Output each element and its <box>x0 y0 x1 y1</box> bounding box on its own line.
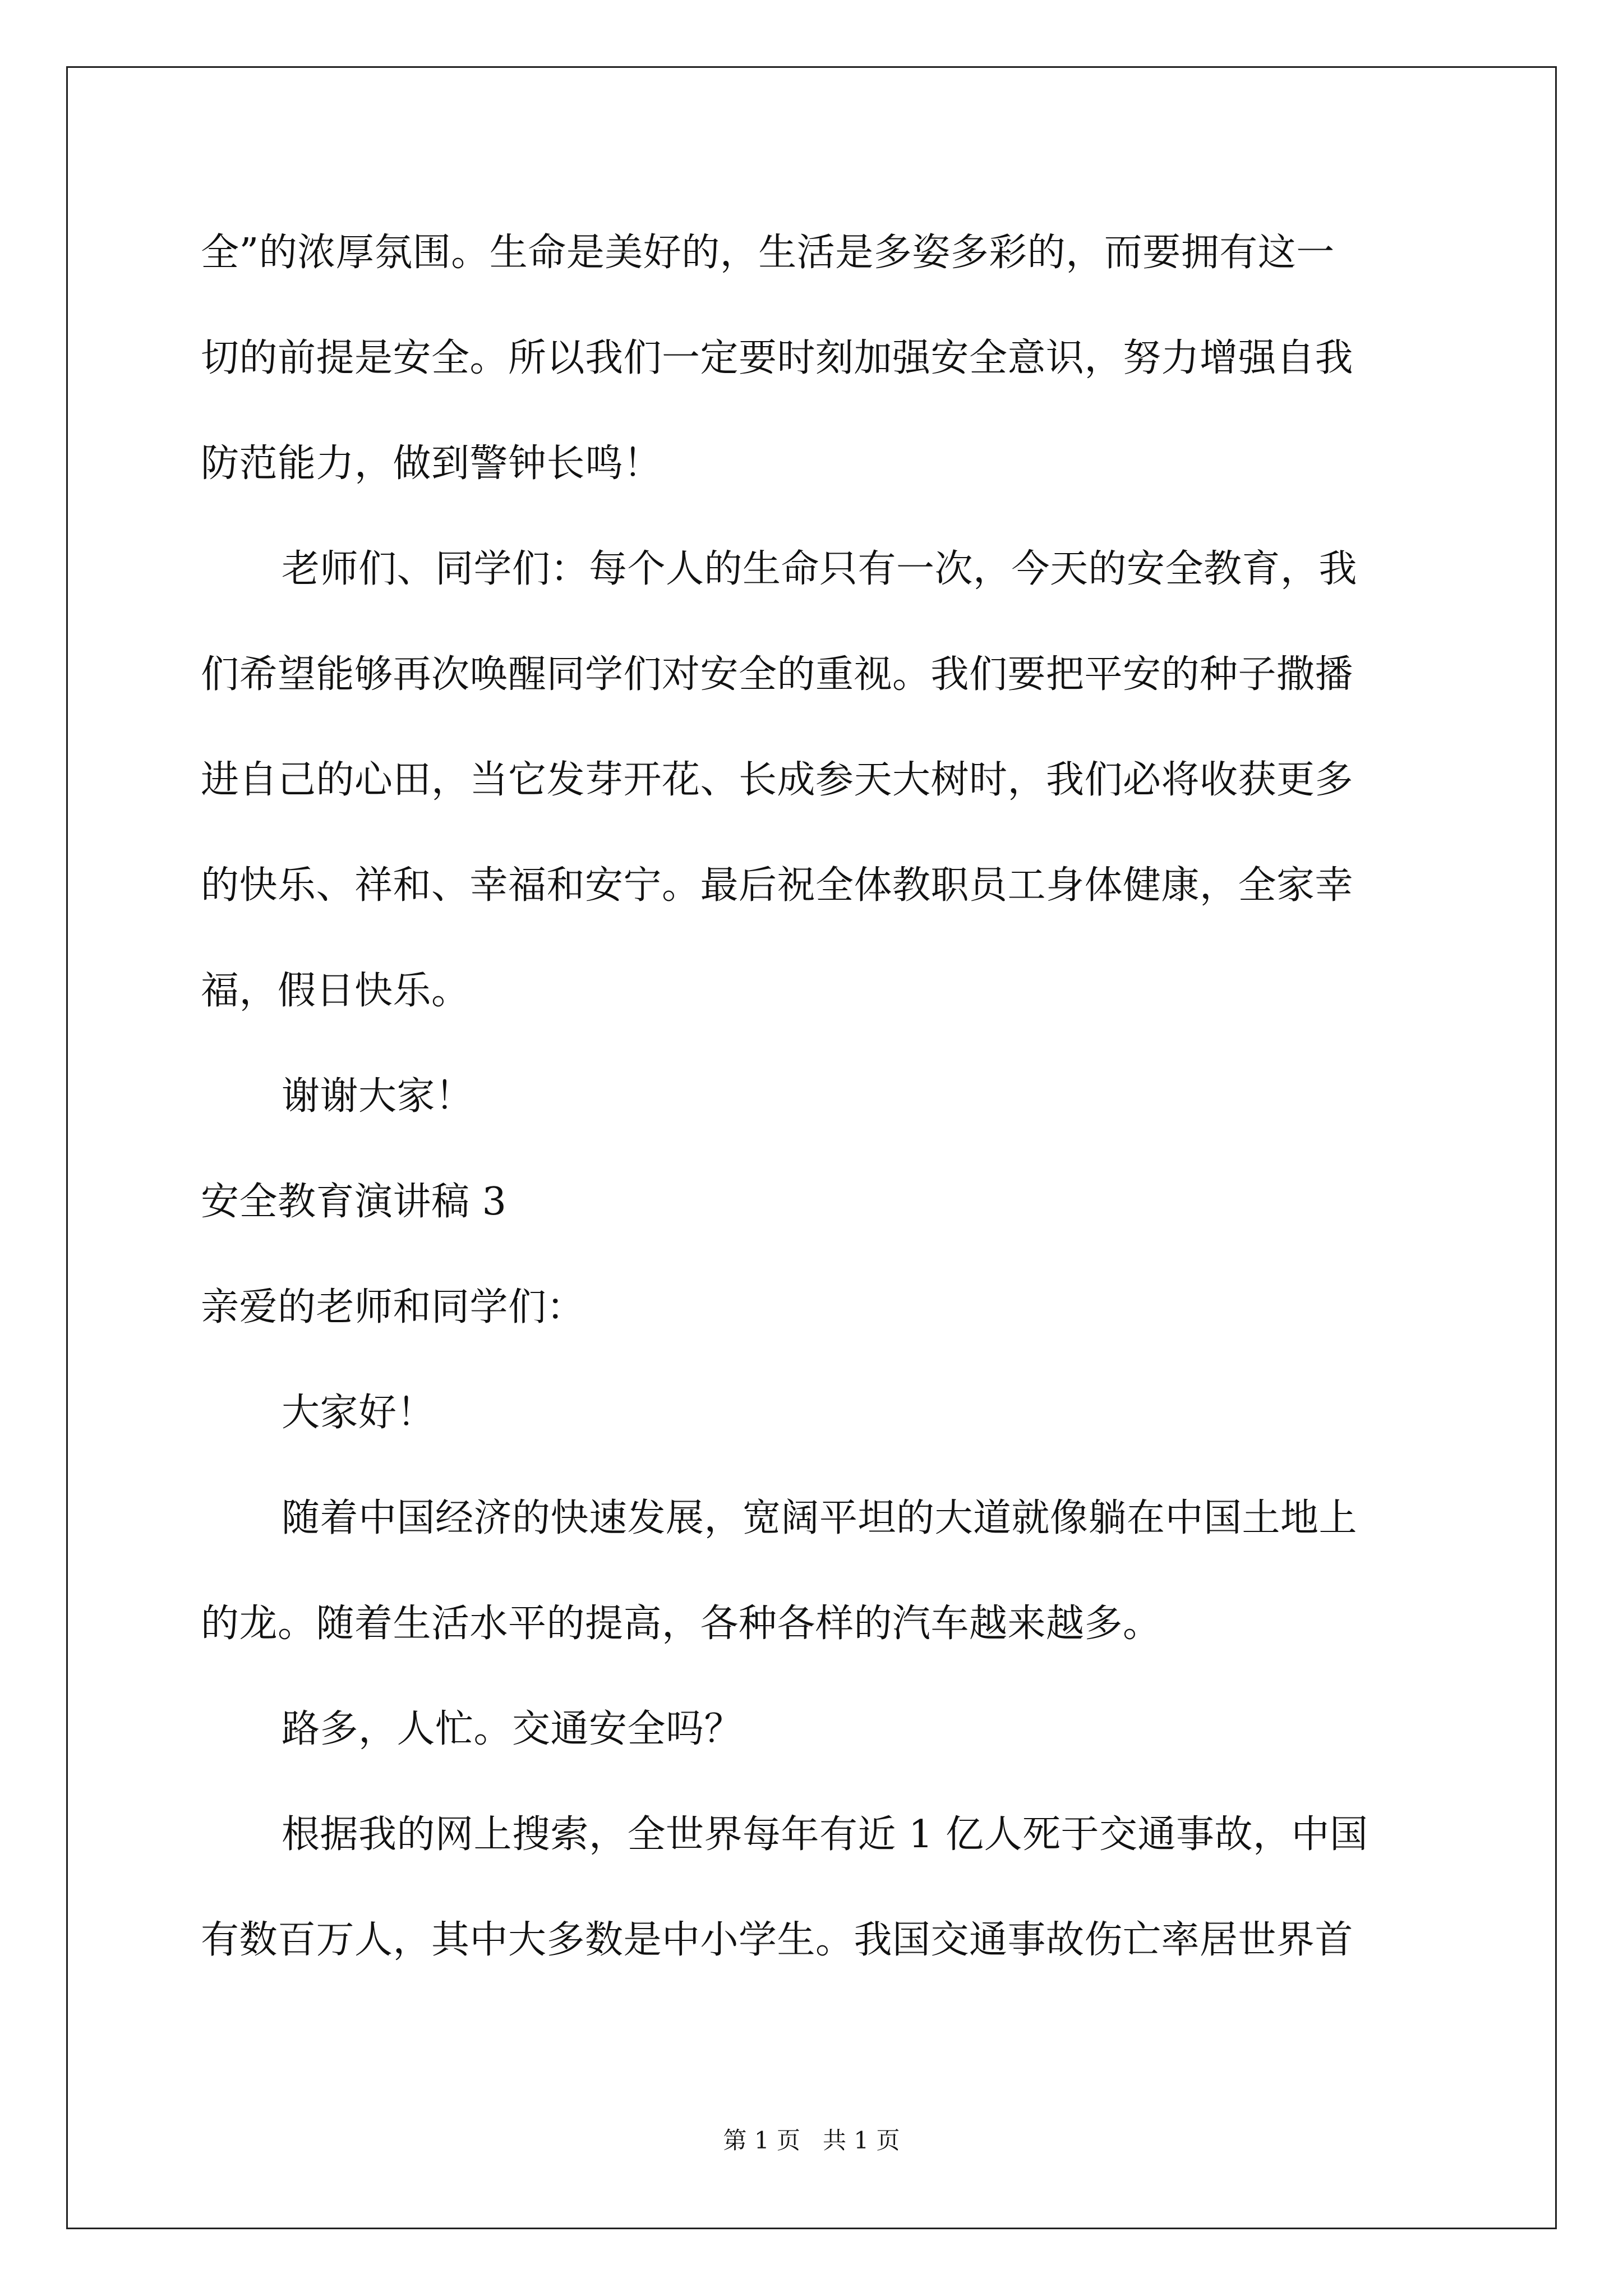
text-line-6: 进自己的心田，当它发芽开花、长成参天大树时，我们必将收获更多 <box>201 758 1354 802</box>
page-footer: 第 1 页 共 1 页 <box>723 2127 900 2154</box>
text-line-9: 谢谢大家！ <box>282 1074 474 1119</box>
text-line-13: 随着中国经济的快速发展，宽阔平坦的大道就像躺在中国土地上 <box>282 1496 1358 1540</box>
text-line-16: 根据我的网上搜索，全世界每年有近 1 亿人死于交通事故，中国 <box>282 1812 1368 1857</box>
text-line-14: 的龙。随着生活水平的提高，各种各样的汽车越来越多。 <box>201 1602 1161 1646</box>
text-line-2: 切的前提是安全。所以我们一定要时刻加强安全意识，努力增强自我 <box>201 336 1354 380</box>
text-line-5: 们希望能够再次唤醒同学们对安全的重视。我们要把平安的种子撒播 <box>201 652 1354 697</box>
text-line-8: 福，假日快乐。 <box>201 969 470 1013</box>
text-line-17: 有数百万人，其中大多数是中小学生。我国交通事故伤亡率居世界首 <box>201 1918 1354 1962</box>
text-line-7: 的快乐、祥和、幸福和安宁。最后祝全体教职员工身体健康，全家幸 <box>201 863 1354 908</box>
text-line-1: 全”的浓厚氛围。生命是美好的，生活是多姿多彩的，而要拥有这一 <box>201 231 1335 275</box>
text-line-4: 老师们、同学们：每个人的生命只有一次，今天的安全教育，我 <box>282 547 1358 591</box>
text-line-15: 路多，人忙。交通安全吗？ <box>282 1707 743 1751</box>
text-line-3: 防范能力，做到警钟长鸣！ <box>201 441 662 486</box>
section-title: 安全教育演讲稿 3 <box>201 1180 507 1224</box>
salutation: 亲爱的老师和同学们： <box>201 1285 585 1329</box>
greeting: 大家好！ <box>282 1391 436 1435</box>
document-body <box>201 200 1432 1993</box>
